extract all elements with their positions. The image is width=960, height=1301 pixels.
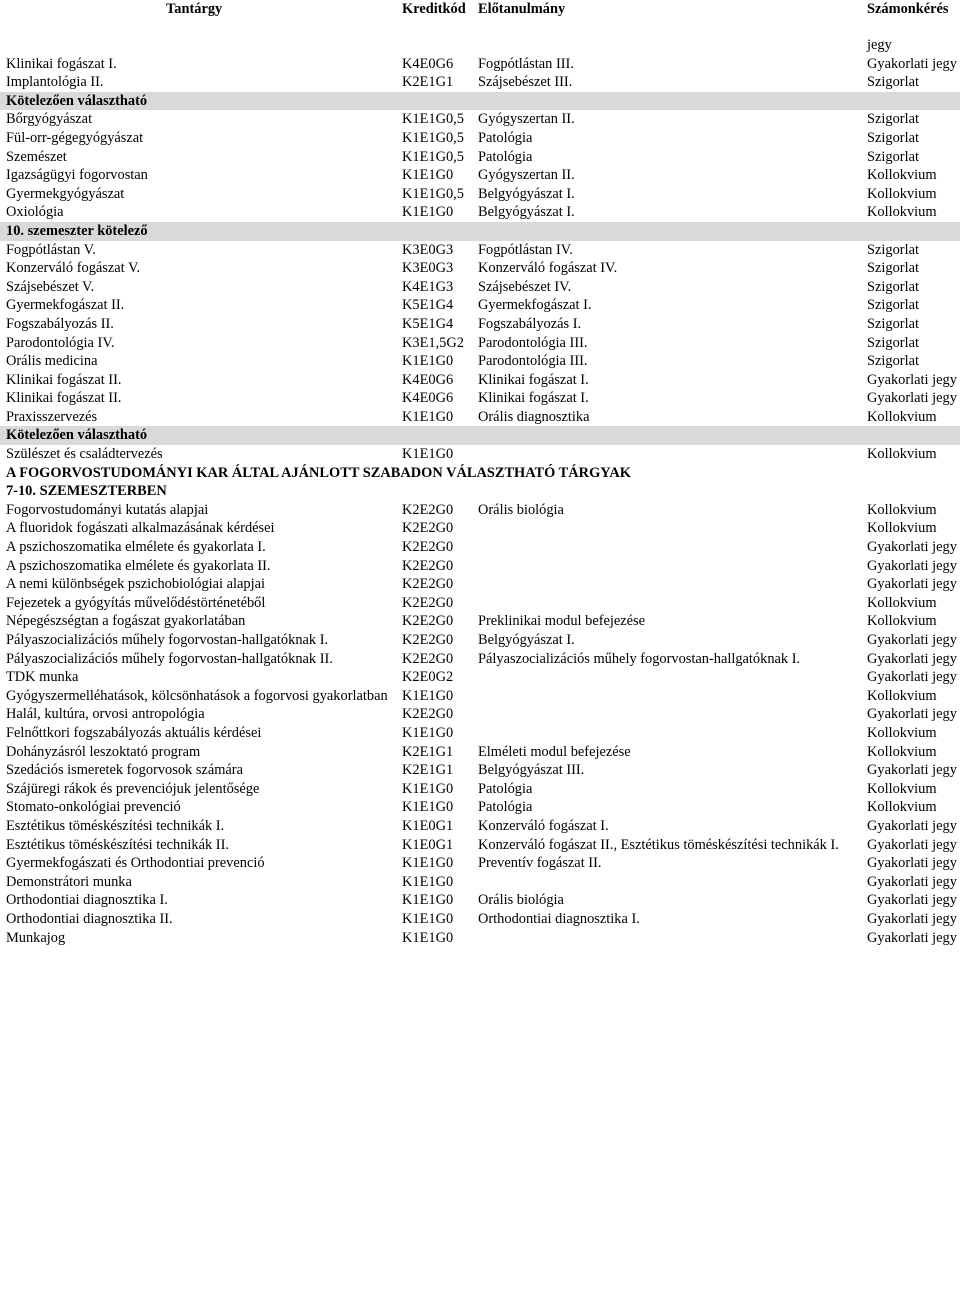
- section-title: A FOGORVOSTUDOMÁNYI KAR ÁLTAL AJÁNLOTT SZABADON VÁLASZTHATÓ TÁRGYAK: [6, 464, 631, 481]
- section-row: [0, 482, 960, 501]
- credit-code-cell: K1E0G1: [402, 817, 454, 834]
- credit-code-cell: K1E1G0: [402, 167, 454, 184]
- prerequisite-cell: Patológia: [478, 129, 533, 146]
- exam-type-cell: Szigorlat: [867, 74, 919, 91]
- exam-type-cell: Kollokvium: [867, 204, 937, 221]
- prerequisite-cell: Patológia: [478, 148, 533, 165]
- exam-type-cell: jegy: [867, 37, 892, 53]
- exam-type-cell: Kollokvium: [867, 780, 937, 797]
- prerequisite-cell: [472, 445, 861, 464]
- table-row: [0, 296, 960, 315]
- prerequisite-cell: [472, 724, 861, 743]
- table-row: [0, 408, 960, 427]
- table-row: [0, 761, 960, 780]
- credit-code-cell: K2E1G1: [402, 762, 454, 779]
- section-title: Kötelezően választható: [0, 92, 960, 111]
- prerequisite-cell: Klinikai fogászat I.: [478, 371, 589, 388]
- section-title: Kötelezően választható: [0, 426, 960, 445]
- exam-type-cell: Szigorlat: [867, 241, 919, 258]
- table-row: [0, 557, 960, 576]
- table-row: [0, 36, 960, 55]
- table-row: [0, 55, 960, 74]
- credit-code-cell: K2E2G0: [402, 613, 454, 630]
- section-row: [0, 426, 960, 445]
- exam-type-cell: Gyakorlati jegy: [867, 539, 957, 556]
- exam-type-cell: Kollokvium: [867, 687, 937, 704]
- exam-type-cell: Gyakorlati jegy: [867, 817, 957, 834]
- prerequisite-cell: [472, 557, 861, 576]
- table-row: [0, 278, 960, 297]
- prerequisite-cell: Preventív fogászat II.: [478, 855, 602, 872]
- credit-code-cell: K2E1G1: [402, 743, 454, 760]
- credit-code-cell: K1E1G0: [402, 408, 454, 425]
- subject-cell: Szedációs ismeretek fogorvosok számára: [6, 762, 243, 779]
- table-row: [0, 705, 960, 724]
- exam-type-cell: Szigorlat: [867, 111, 919, 128]
- credit-code-cell: K1E1G0: [402, 724, 454, 741]
- credit-code-cell: K5E1G4: [402, 315, 454, 332]
- prerequisite-cell: Elméleti modul befejezése: [478, 743, 631, 760]
- table-row: [0, 743, 960, 762]
- subject-cell: Oxiológia: [6, 204, 64, 221]
- table-row: [0, 352, 960, 371]
- credit-code-cell: K1E1G0: [402, 353, 454, 370]
- credit-code-cell: K1E1G0: [402, 910, 454, 927]
- subject-cell: Pályaszocializációs műhely fogorvostan-hallgatóknak II.: [6, 650, 333, 667]
- table-row: [0, 538, 960, 557]
- table-row: [0, 817, 960, 836]
- prerequisite-cell: [472, 575, 861, 594]
- subject-cell: Klinikai fogászat I.: [6, 55, 117, 72]
- subject-cell: Implantológia II.: [6, 74, 104, 91]
- subject-cell: Szülészet és családtervezés: [6, 446, 163, 463]
- table-row: [0, 631, 960, 650]
- prerequisite-cell: Orális biológia: [478, 892, 564, 909]
- prerequisite-cell: Patológia: [478, 799, 533, 816]
- table-row: [0, 334, 960, 353]
- exam-type-cell: Gyakorlati jegy: [867, 557, 957, 574]
- prerequisite-cell: Gyógyszertan II.: [478, 111, 575, 128]
- credit-code-cell: K1E1G0: [402, 892, 454, 909]
- prerequisite-cell: Belgyógyászat I.: [478, 204, 575, 221]
- exam-type-cell: Kollokvium: [867, 799, 937, 816]
- table-body: [0, 36, 960, 947]
- credit-code-cell: K2E2G0: [402, 594, 454, 611]
- credit-code-cell: K1E1G0,5: [402, 129, 464, 146]
- credit-code-cell: K4E1G3: [402, 278, 454, 295]
- subject-cell: A pszichoszomatika elmélete és gyakorlata I.: [6, 539, 266, 556]
- prerequisite-cell: [472, 705, 861, 724]
- exam-type-cell: Gyakorlati jegy: [867, 576, 957, 593]
- subject-cell: Demonstrátori munka: [6, 873, 132, 890]
- subject-cell: Gyógyszermelléhatások, kölcsönhatások a fogorvosi gyakorlatban: [6, 687, 388, 704]
- credit-code-cell: K2E0G2: [402, 669, 454, 686]
- header-subject: Tantárgy: [166, 1, 223, 17]
- credit-code-cell: K3E1,5G2: [402, 334, 464, 351]
- exam-type-cell: Gyakorlati jegy: [867, 706, 957, 723]
- table-row: [0, 185, 960, 204]
- table-row: [0, 929, 960, 948]
- prerequisite-cell: [472, 873, 861, 892]
- subject-cell: A nemi különbségek pszichobiológiai alapjai: [6, 576, 265, 593]
- table-row: [0, 519, 960, 538]
- exam-type-cell: Gyakorlati jegy: [867, 892, 957, 909]
- credit-code-cell: K1E1G0: [402, 204, 454, 221]
- exam-type-cell: Szigorlat: [867, 353, 919, 370]
- credit-code-cell: K3E0G3: [402, 260, 454, 277]
- exam-type-cell: Gyakorlati jegy: [867, 929, 957, 946]
- credit-code-cell: K2E2G0: [402, 501, 454, 518]
- credit-code-cell: K1E1G0,5: [402, 148, 464, 165]
- prerequisite-cell: [472, 929, 861, 948]
- prerequisite-cell: [472, 668, 861, 687]
- exam-type-cell: Gyakorlati jegy: [867, 390, 957, 407]
- subject-cell: Orthodontiai diagnosztika II.: [6, 910, 173, 927]
- exam-type-cell: Kollokvium: [867, 594, 937, 611]
- header-prerequisite: Előtanulmány: [478, 1, 566, 17]
- table-row: [0, 315, 960, 334]
- credit-code-cell: K3E0G3: [402, 241, 454, 258]
- subject-cell: [0, 36, 396, 55]
- prerequisite-cell: Belgyógyászat I.: [478, 185, 575, 202]
- credit-code-cell: K2E2G0: [402, 557, 454, 574]
- exam-type-cell: Szigorlat: [867, 297, 919, 314]
- prerequisite-cell: Orthodontiai diagnosztika I.: [478, 910, 640, 927]
- subject-cell: A fluoridok fogászati alkalmazásának kérdései: [6, 520, 275, 537]
- prerequisite-cell: [472, 36, 861, 55]
- table-row: [0, 445, 960, 464]
- section-title: 10. szemeszter kötelező: [0, 222, 960, 241]
- exam-type-cell: Kollokvium: [867, 408, 937, 425]
- subject-cell: Klinikai fogászat II.: [6, 371, 122, 388]
- prerequisite-cell: Belgyógyászat III.: [478, 762, 585, 779]
- section-row: [0, 222, 960, 241]
- subject-cell: Szemészet: [6, 148, 67, 165]
- exam-type-cell: Szigorlat: [867, 334, 919, 351]
- subject-cell: Halál, kultúra, orvosi antropológia: [6, 706, 205, 723]
- table-row: [0, 129, 960, 148]
- exam-type-cell: Gyakorlati jegy: [867, 669, 957, 686]
- prerequisite-cell: Belgyógyászat I.: [478, 632, 575, 648]
- subject-cell: Gyermekfogászati és Orthodontiai prevenció: [6, 855, 265, 872]
- table-row: [0, 371, 960, 390]
- subject-cell: Konzerváló fogászat V.: [6, 260, 141, 277]
- credit-code-cell: K1E1G0: [402, 687, 454, 704]
- subject-cell: Gyermekgyógyászat: [6, 185, 125, 202]
- header-exam-type: Számonkérés: [867, 1, 949, 17]
- exam-type-cell: Kollokvium: [867, 501, 937, 518]
- credit-code-cell: K1E1G0,5: [402, 111, 464, 128]
- credit-code-cell: K2E2G0: [402, 650, 454, 667]
- credit-code-cell: K2E2G0: [402, 632, 454, 648]
- exam-type-cell: Gyakorlati jegy: [867, 855, 957, 872]
- header-credit-code: Kreditkód: [402, 1, 466, 17]
- subject-cell: Fogszabályozás II.: [6, 315, 114, 332]
- table-row: [0, 780, 960, 799]
- prerequisite-cell: Fogpótlástan IV.: [478, 241, 573, 258]
- exam-type-cell: Gyakorlati jegy: [867, 873, 957, 890]
- subject-cell: Parodontológia IV.: [6, 334, 115, 351]
- subject-cell: Orthodontiai diagnosztika I.: [6, 892, 168, 909]
- prerequisite-cell: Orális biológia: [478, 501, 564, 518]
- table-row: [0, 836, 960, 855]
- prerequisite-cell: Preklinikai modul befejezése: [478, 613, 646, 630]
- table-row: [0, 259, 960, 278]
- exam-type-cell: Kollokvium: [867, 167, 937, 184]
- credit-code-cell: K2E2G0: [402, 576, 454, 593]
- subject-cell: Orális medicina: [6, 353, 98, 370]
- exam-type-cell: Gyakorlati jegy: [867, 836, 957, 853]
- exam-type-cell: Gyakorlati jegy: [867, 371, 957, 388]
- table-row: [0, 73, 960, 92]
- subject-cell: Fogpótlástan V.: [6, 241, 96, 258]
- prerequisite-cell: Konzerváló fogászat II., Esztétikus töméskészítési technikák I.: [478, 836, 839, 853]
- credit-code-cell: K1E1G0: [402, 446, 454, 463]
- table-row: [0, 110, 960, 129]
- exam-type-cell: Kollokvium: [867, 613, 937, 630]
- prerequisite-cell: Konzerváló fogászat IV.: [478, 260, 618, 277]
- credit-code-cell: K4E0G6: [402, 390, 454, 407]
- table-row: [0, 668, 960, 687]
- exam-type-cell: Szigorlat: [867, 260, 919, 277]
- exam-type-cell: Gyakorlati jegy: [867, 55, 957, 72]
- table-row: [0, 910, 960, 929]
- credit-code-cell: K1E1G0: [402, 929, 454, 946]
- credit-code-cell: K4E0G6: [402, 55, 454, 72]
- credit-code-cell: K1E1G0: [402, 799, 454, 816]
- subject-cell: Bőrgyógyászat: [6, 111, 93, 128]
- section-row: [0, 92, 960, 111]
- subject-cell: Igazságügyi fogorvostan: [6, 167, 148, 184]
- prerequisite-cell: [472, 519, 861, 538]
- prerequisite-cell: Szájsebészet IV.: [478, 278, 572, 295]
- prerequisite-cell: Parodontológia III.: [478, 334, 588, 351]
- credit-code-cell: K2E2G0: [402, 539, 454, 556]
- table-row: [0, 854, 960, 873]
- subject-cell: Munkajog: [6, 929, 66, 946]
- exam-type-cell: Gyakorlati jegy: [867, 632, 957, 648]
- table-row: [0, 166, 960, 185]
- prerequisite-cell: Szájsebészet III.: [478, 74, 573, 91]
- table-row: [0, 241, 960, 260]
- table-row: [0, 612, 960, 631]
- exam-type-cell: Gyakorlati jegy: [867, 650, 957, 667]
- subject-cell: Fogorvostudományi kutatás alapjai: [6, 501, 209, 518]
- exam-type-cell: Szigorlat: [867, 148, 919, 165]
- prerequisite-cell: Orális diagnosztika: [478, 408, 590, 425]
- prerequisite-cell: [472, 538, 861, 557]
- subject-cell: Felnőttkori fogszabályozás aktuális kérdései: [6, 724, 262, 741]
- table-header-row: [0, 0, 960, 36]
- table-row: [0, 873, 960, 892]
- section-title: 7-10. SZEMESZTERBEN: [6, 483, 167, 500]
- credit-code-cell: K2E2G0: [402, 520, 454, 537]
- table-row: [0, 687, 960, 706]
- exam-type-cell: Kollokvium: [867, 520, 937, 537]
- table-row: [0, 594, 960, 613]
- subject-cell: Fül-orr-gégegyógyászat: [6, 129, 144, 146]
- subject-cell: Fejezetek a gyógyítás művelődéstörténetéből: [6, 594, 266, 611]
- subject-cell: Stomato-onkológiai prevenció: [6, 799, 181, 816]
- prerequisite-cell: Gyógyszertan II.: [478, 167, 575, 184]
- exam-type-cell: Szigorlat: [867, 315, 919, 332]
- subject-cell: Népegészségtan a fogászat gyakorlatában: [6, 613, 246, 630]
- exam-type-cell: Kollokvium: [867, 185, 937, 202]
- table-row: [0, 798, 960, 817]
- subject-cell: Praxisszervezés: [6, 408, 98, 425]
- subject-cell: TDK munka: [6, 669, 79, 686]
- credit-code-cell: K1E0G1: [402, 836, 454, 853]
- table-row: [0, 891, 960, 910]
- subject-cell: Esztétikus töméskészítési technikák II.: [6, 836, 229, 853]
- prerequisite-cell: Gyermekfogászat I.: [478, 297, 592, 314]
- table-row: [0, 724, 960, 743]
- heading-row: [0, 464, 960, 483]
- subject-cell: Pályaszocializációs műhely fogorvostan-hallgatóknak I.: [6, 632, 329, 648]
- subject-cell: Szájsebészet V.: [6, 278, 95, 295]
- exam-type-cell: Gyakorlati jegy: [867, 910, 957, 927]
- subject-cell: A pszichoszomatika elmélete és gyakorlata II.: [6, 557, 271, 574]
- credit-code-cell: K4E0G6: [402, 371, 454, 388]
- exam-type-cell: Kollokvium: [867, 724, 937, 741]
- subject-cell: Esztétikus töméskészítési technikák I.: [6, 817, 225, 834]
- subject-cell: Gyermekfogászat II.: [6, 297, 125, 314]
- credit-code-cell: K1E1G0: [402, 855, 454, 872]
- credit-code-cell: K5E1G4: [402, 297, 454, 314]
- subject-cell: Klinikai fogászat II.: [6, 390, 122, 407]
- table-row: [0, 650, 960, 669]
- prerequisite-cell: [472, 594, 861, 613]
- table-row: [0, 501, 960, 520]
- table-row: [0, 575, 960, 594]
- prerequisite-cell: Klinikai fogászat I.: [478, 390, 589, 407]
- credit-code-cell: K1E1G0: [402, 873, 454, 890]
- credit-code-cell: K1E1G0: [402, 780, 454, 797]
- exam-type-cell: Kollokvium: [867, 743, 937, 760]
- exam-type-cell: Kollokvium: [867, 446, 937, 463]
- prerequisite-cell: [472, 687, 861, 706]
- prerequisite-cell: Konzerváló fogászat I.: [478, 817, 609, 834]
- table-row: [0, 148, 960, 167]
- credit-code-cell: K2E1G1: [402, 74, 454, 91]
- table-row: [0, 203, 960, 222]
- table-row: [0, 389, 960, 408]
- exam-type-cell: Szigorlat: [867, 129, 919, 146]
- subject-cell: Dohányzásról leszoktató program: [6, 743, 201, 760]
- prerequisite-cell: Fogpótlástan III.: [478, 55, 574, 72]
- credit-code-cell: K1E1G0,5: [402, 185, 464, 202]
- prerequisite-cell: Parodontológia III.: [478, 353, 588, 370]
- exam-type-cell: Gyakorlati jegy: [867, 762, 957, 779]
- credit-code-cell: K2E2G0: [402, 706, 454, 723]
- exam-type-cell: Szigorlat: [867, 278, 919, 295]
- subject-cell: Szájüregi rákok és prevenciójuk jelentősége: [6, 780, 260, 797]
- prerequisite-cell: Patológia: [478, 780, 533, 797]
- prerequisite-cell: Fogszabályozás I.: [478, 315, 582, 332]
- prerequisite-cell: Pályaszocializációs műhely fogorvostan-hallgatóknak I.: [478, 650, 801, 667]
- credit-code-cell: [396, 36, 472, 55]
